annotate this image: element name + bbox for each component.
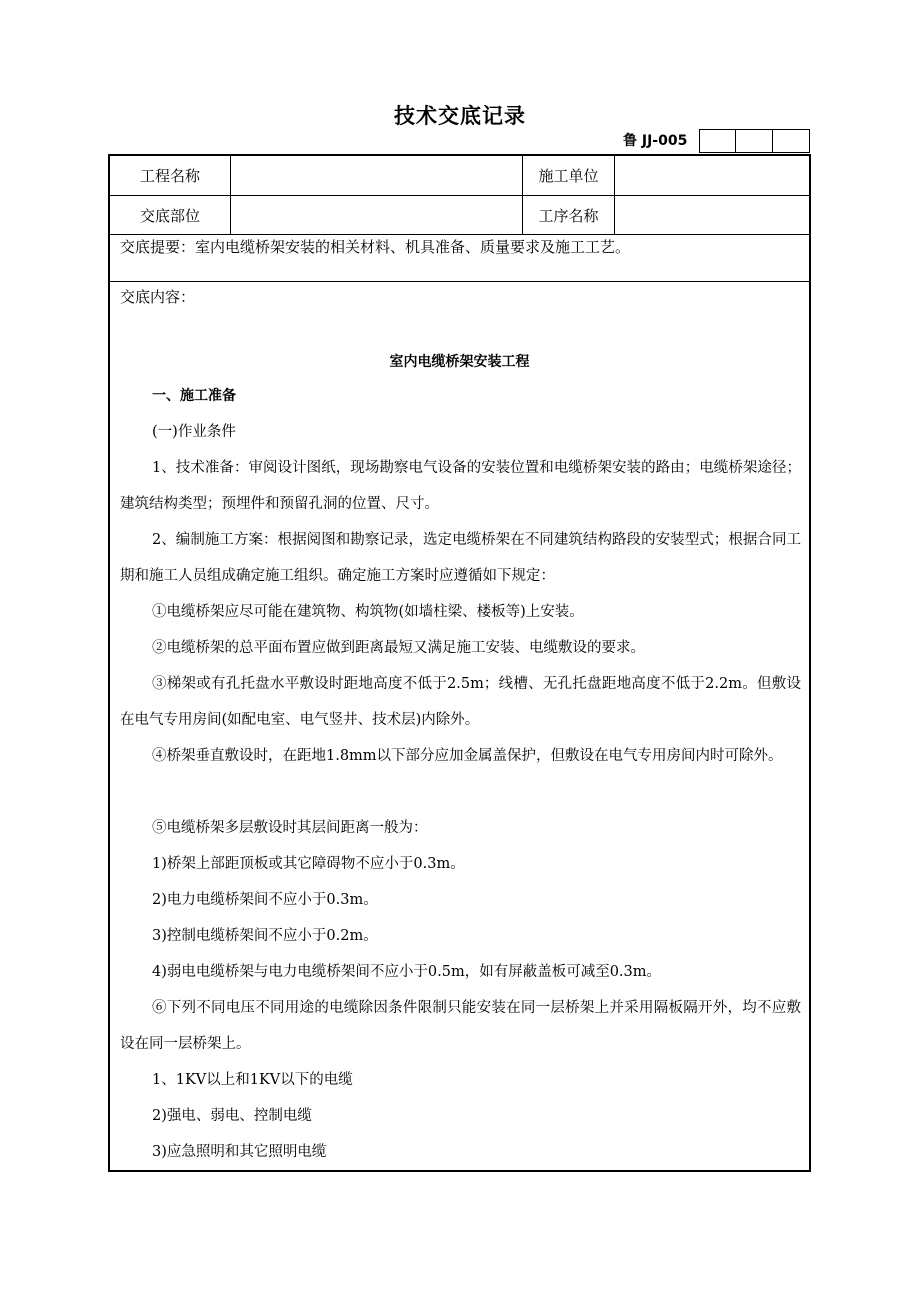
code-box-1[interactable] (699, 129, 736, 153)
content-label: 交底内容： (120, 288, 196, 306)
rule-4: ④桥架垂直敷设时，在距地1.8mm以下部分应加金属盖保护，但敷设在电气专用房间内时可除外。 (152, 748, 783, 764)
content-area (110, 282, 809, 1170)
summary-text: 交底提要：室内电缆桥架安装的相关材料、机具准备、质量要求及施工工艺。 (120, 238, 631, 256)
cable-item-3: 3)应急照明和其它照明电缆 (152, 1144, 327, 1160)
document-code: 鲁 JJ-005 (623, 133, 688, 149)
rule-1: ①电缆桥架应尽可能在建筑物、构筑物(如墙柱梁、楼板等)上安装。 (152, 604, 584, 620)
row-location (110, 196, 809, 235)
process-name-label: 工序名称 (523, 196, 615, 234)
disclosure-form (108, 154, 811, 1172)
location-label: 交底部位 (110, 196, 231, 234)
rule-6: ⑥下列不同电压不同用途的电缆除因条件限制只能安装在同一层桥架上并采用隔板隔开外，均不应敷设在同一层桥架上。 (120, 1000, 801, 1052)
document-code-row (615, 129, 810, 153)
construction-unit-field[interactable] (615, 156, 809, 195)
location-field[interactable] (231, 196, 523, 234)
spacing-item-1: 1)桥架上部距顶板或其它障碍物不应小于0.3m。 (152, 856, 465, 872)
spacing-item-3: 3)控制电缆桥架间不应小于0.2m。 (152, 928, 378, 944)
process-name-field[interactable] (615, 196, 809, 234)
document-title: 技术交底记录 (394, 104, 526, 128)
subsection-work-conditions: (一)作业条件 (152, 424, 236, 440)
project-name-label: 工程名称 (110, 156, 231, 195)
code-box-2[interactable] (736, 129, 773, 153)
spacing-item-2: 2)电力电缆桥架间不应小于0.3m。 (152, 892, 378, 908)
rule-2: ②电缆桥架的总平面布置应做到距离最短又满足施工安装、电缆敷设的要求。 (152, 640, 645, 656)
rule-3: ③梯架或有孔托盘水平敷设时距地高度不低于2.5m；线槽、无孔托盘距地高度不低于2.2m。但敷设在电气专用房间(如配电室、电气竖井、技术层)内除外。 (120, 676, 801, 728)
spacing-item-4: 4)弱电电缆桥架与电力电缆桥架间不应小于0.5m，如有屏蔽盖板可减至0.3m。 (152, 964, 661, 980)
cable-item-2: 2)强电、弱电、控制电缆 (152, 1108, 312, 1124)
content-heading: 室内电缆桥架安装工程 (389, 354, 530, 370)
rule-5: ⑤电缆桥架多层敷设时其层间距离一般为： (152, 820, 428, 836)
section-construction-prep: 一、施工准备 (152, 388, 236, 404)
paragraph-tech-prep: 1、技术准备：审阅设计图纸，现场勘察电气设备的安装位置和电缆桥架安装的路由；电缆桥架途径；建筑结构类型；预埋件和预留孔洞的位置、尺寸。 (120, 460, 801, 512)
paragraph-construction-plan: 2、编制施工方案：根据阅图和勘察记录，选定电缆桥架在不同建筑结构路段的安装型式；根据合同工期和施工人员组成确定施工组织。确定施工方案时应遵循如下规定： (120, 532, 801, 584)
construction-unit-label: 施工单位 (523, 156, 615, 195)
row-project (110, 156, 809, 196)
code-box-3[interactable] (773, 129, 810, 153)
cable-item-1: 1、1KV以上和1KV以下的电缆 (152, 1072, 353, 1088)
project-name-field[interactable] (231, 156, 523, 195)
row-summary (110, 235, 809, 282)
